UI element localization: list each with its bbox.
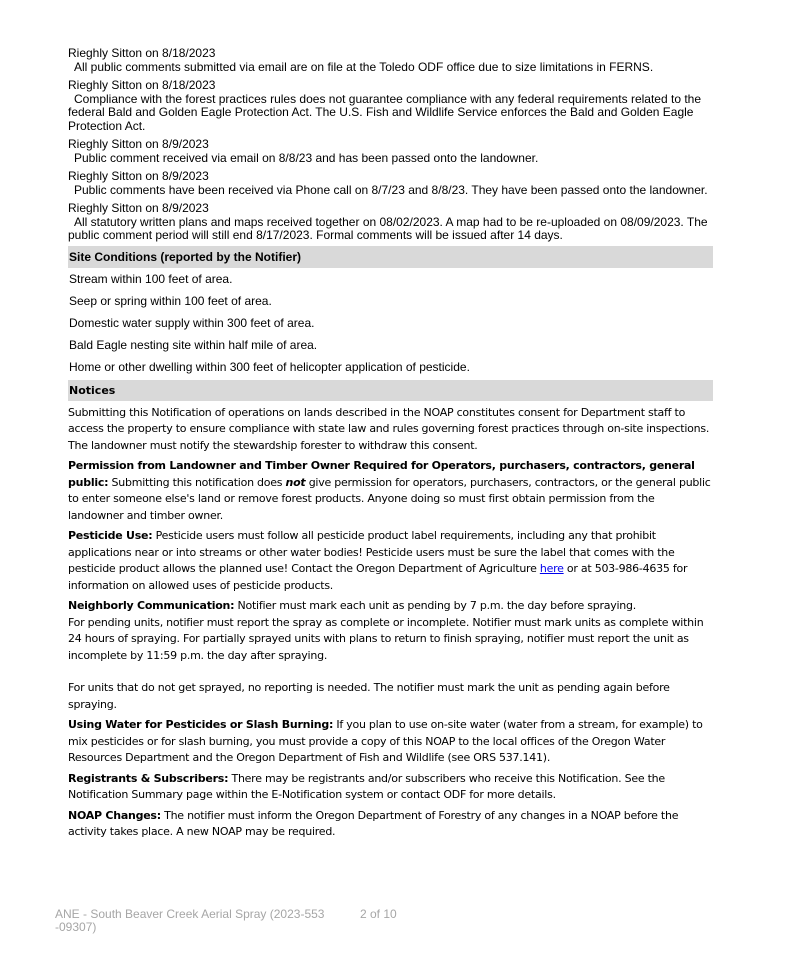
notice-changes [68, 808, 713, 841]
notice-changes-text: The notifier must inform the Oregon Department of Forestry of any changes in a NOAP before the activity takes place. A new NOAP may be required. [68, 808, 679, 838]
page-footer [55, 908, 415, 934]
comment [68, 202, 713, 243]
notice-neighborly [68, 598, 713, 713]
notice-neighborly-label: Neighborly Communication: [68, 599, 235, 612]
notice-pesticide-text-after: or at 503-986-4635 for information on allowed uses of pesticide products. [68, 562, 688, 592]
comment-text [68, 61, 713, 75]
notice-permission-text-before: Submitting this notification does [111, 475, 283, 489]
comment-text-body: All statutory written plans and maps received together on 08/02/2023. A map had to be re-uploaded on 08/09/2023. The public comment period will still end 8/17/2023. Formal comments will be issued after 14 days. [68, 214, 708, 242]
comment-text-body: Public comments have been received via Phone call on 8/7/23 and 8/8/23. They have been passed onto the landowner. [74, 182, 708, 197]
comment [68, 79, 713, 133]
notice-pesticide-text-before: Pesticide users must follow all pesticide product label requirements, including any that prohibit applications near or into streams or other water bodies! Pesticide users must be sure the label that comes with the pesticide product allows the planned use! Contact the Oregon Department of Agriculture [68, 529, 675, 575]
comment-text-body: All public comments submitted via email are on file at the Toledo ODF office due to size limitations in FERNS. [74, 59, 654, 74]
comment [68, 170, 713, 197]
comment-text [68, 93, 713, 134]
notice-water-text: If you plan to use on-site water (water from a stream, for example) to mix pesticides or for slash burning, you must provide a copy of this NOAP to the local offices of the Oregon Water Resources Department and the Oregon Department of Fish and Wildlife (see ORS 537.141). [68, 718, 703, 764]
notice-neighborly-line3: For units that do not get sprayed, no reporting is needed. The notifier must mark the unit as pending again before spraying. [68, 681, 670, 711]
comment-author: Rieghly Sitton on 8/9/2023 [68, 137, 209, 151]
site-condition-item: Domestic water supply within 300 feet of area. [69, 315, 315, 330]
site-condition-item: Bald Eagle nesting site within half mile of area. [69, 337, 318, 352]
notice-neighborly-line2: For pending units, notifier must report the spray as complete or incomplete. Notifier must mark units as complete within 24 hours of spraying. For partially sprayed units with plans to return to finish spraying, notifier must report the unit as incomplete by 11:59 p.m. the day after spraying. [68, 615, 704, 662]
comment-author: Rieghly Sitton on 8/18/2023 [68, 46, 216, 60]
comment [68, 47, 713, 74]
notice-pesticide [68, 528, 713, 594]
site-condition-item: Seep or spring within 100 feet of area. [69, 293, 272, 308]
comment-text [68, 152, 713, 166]
comment-author: Rieghly Sitton on 8/9/2023 [68, 169, 209, 183]
comment-text-body: Compliance with the forest practices rules does not guarantee compliance with any federal requirements related to the federal Bald and Golden Eagle Protection Act. The U.S. Fish and Wildlife Service enforces the Bald and Golden Eagle Protection Act. [68, 91, 702, 133]
comment [68, 138, 713, 165]
comment-text-body: Public comment received via email on 8/8/23 and has been passed onto the landowner. [74, 150, 539, 165]
notice-permission-text-after: give permission for operators, purchasers, contractors, or the general public to enter someone else's land or remove forest products. Anyone doing so must first obtain permission from the landowner and timber owner. [68, 475, 711, 522]
page-content [68, 47, 713, 845]
comment-text [68, 184, 713, 198]
notices-header: Notices [68, 380, 713, 401]
notice-registrants [68, 771, 713, 804]
notice-water-label: Using Water for Pesticides or Slash Burning: [68, 718, 334, 731]
notice-pesticide-label: Pesticide Use: [68, 529, 153, 542]
oda-here-link[interactable]: here [539, 562, 564, 575]
site-conditions-header: Site Conditions (reported by the Notifier) [68, 246, 713, 268]
footer-page-number: 2 of 10 [360, 907, 397, 921]
notice-registrants-text: There may be registrants and/or subscribers who receive this Notification. See the Notification Summary page within the E-Notification system or contact ODF for more details. [68, 771, 665, 801]
comment-text [68, 216, 713, 243]
notice-permission [68, 458, 713, 524]
comment-author: Rieghly Sitton on 8/18/2023 [68, 78, 216, 92]
footer-document-title: ANE - South Beaver Creek Aerial Spray (2023-553 -09307) [55, 907, 325, 934]
notice-permission-label: Permission from Landowner and Timber Owner Required for Operators, purchasers, contractors, general public: [68, 459, 695, 489]
notice-consent: Submitting this Notification of operations on lands described in the NOAP constitutes consent for Department staff to access the property to ensure compliance with state law and rules governing forest practices through on-site inspections. The landowner must notify the stewardship forester to withdraw this consent. [68, 405, 710, 452]
site-condition-item: Home or other dwelling within 300 feet of helicopter application of pesticide. [69, 359, 470, 374]
site-condition-item: Stream within 100 feet of area. [69, 271, 233, 286]
notice-permission-emphasis: not [285, 475, 306, 489]
notice-registrants-label: Registrants & Subscribers: [68, 771, 229, 785]
notice-water [68, 717, 713, 767]
notice-changes-label: NOAP Changes: [68, 808, 161, 822]
comment-author: Rieghly Sitton on 8/9/2023 [68, 201, 209, 215]
notice-neighborly-line1: Notifier must mark each unit as pending by 7 p.m. the day before spraying. [237, 599, 636, 612]
